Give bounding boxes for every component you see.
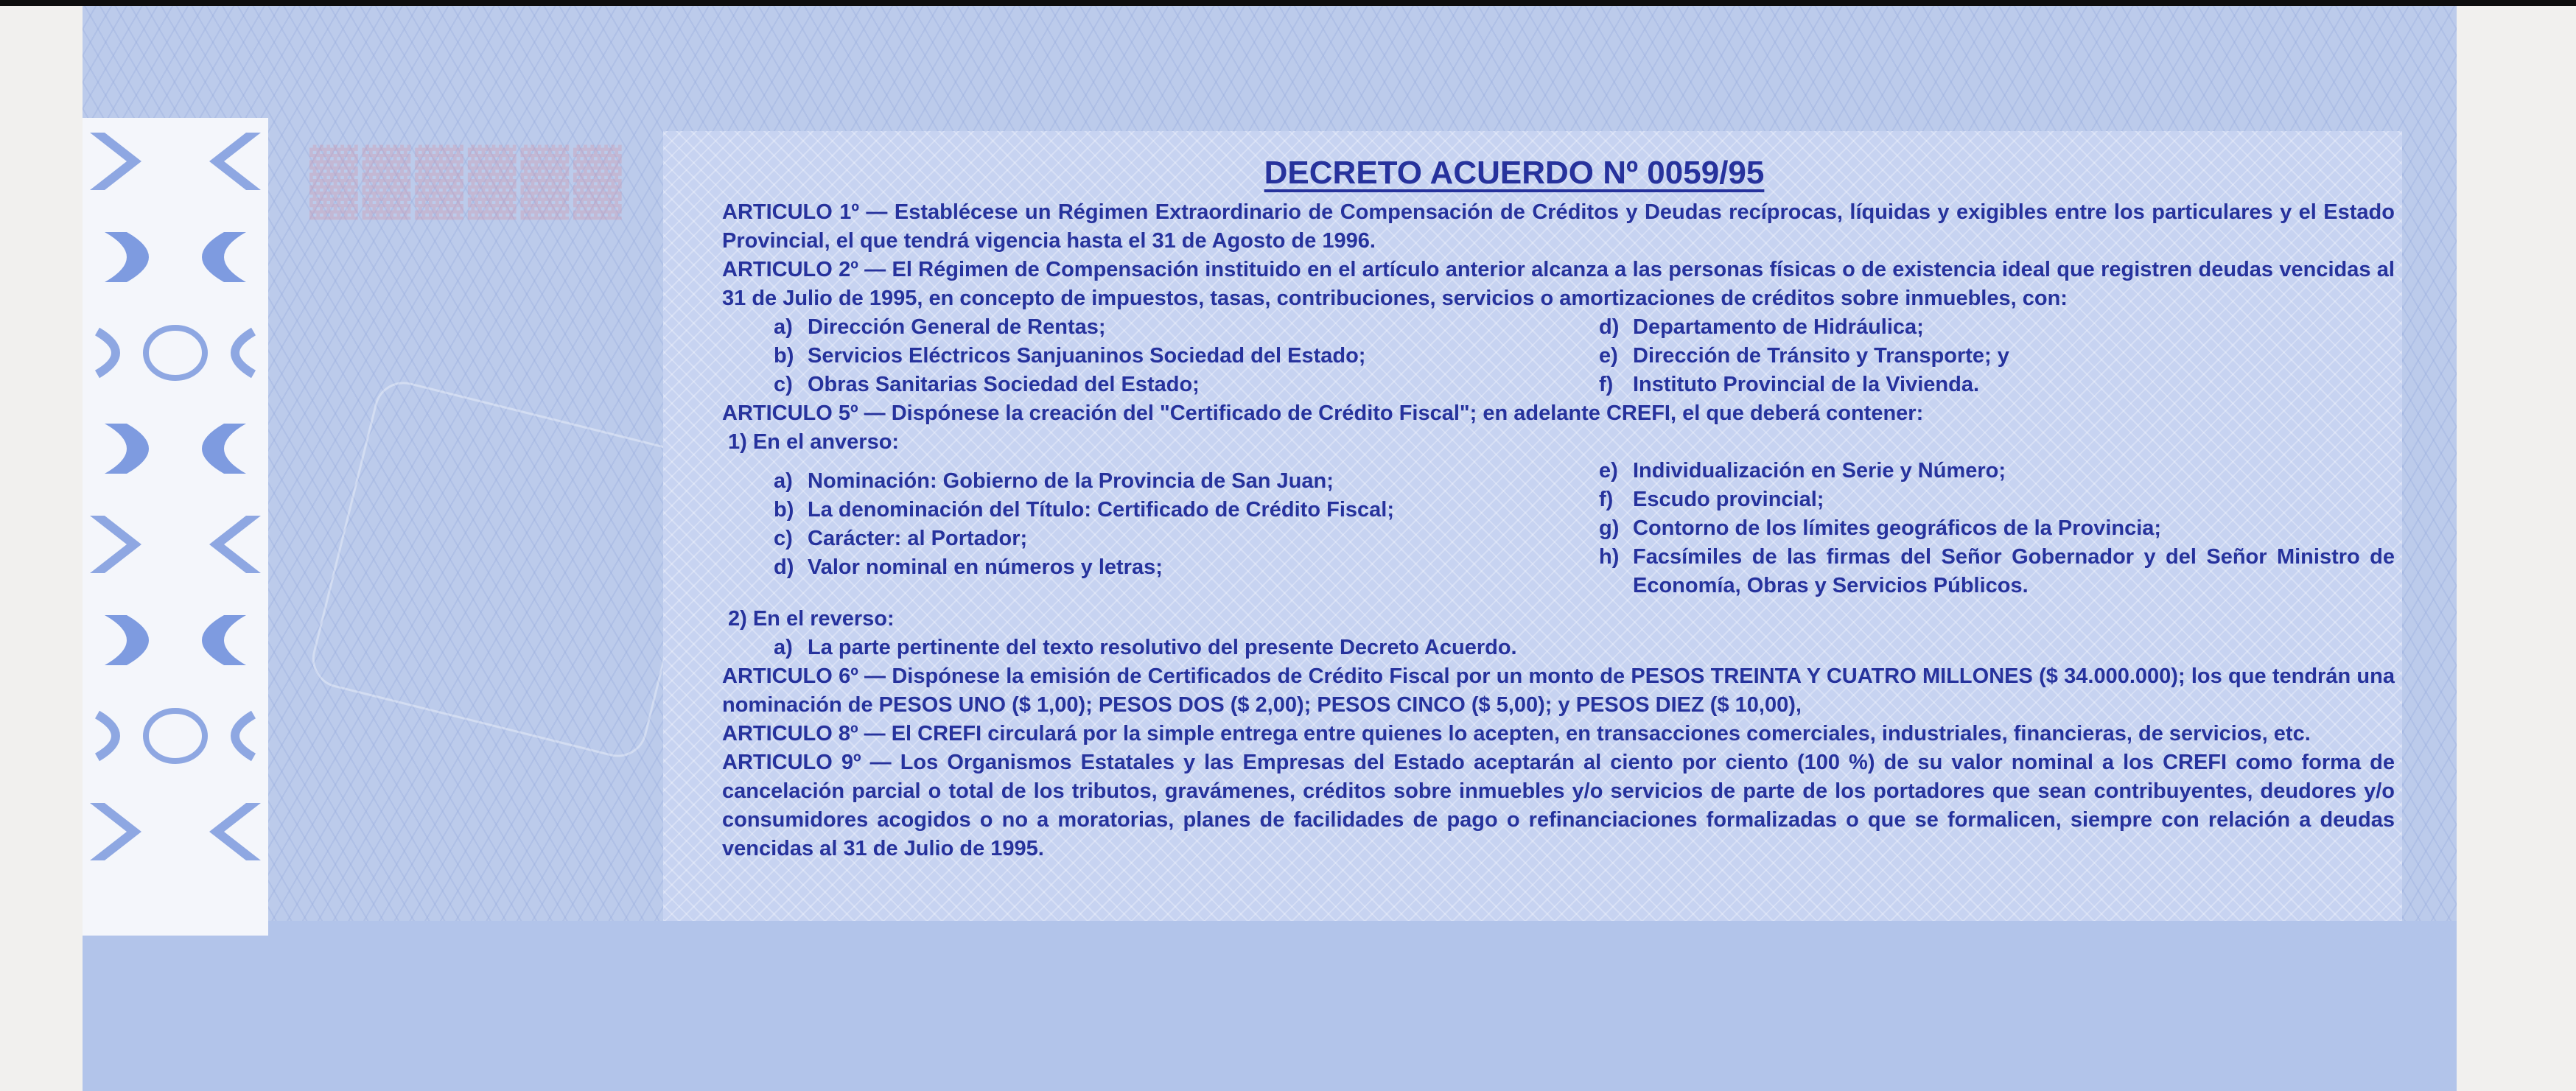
list-item: e) Dirección de Tránsito y Transporte; y [1599, 344, 2009, 368]
list-item: c) Carácter: al Portador; [774, 527, 1028, 550]
list-item: c) Obras Sanitarias Sociedad del Estado; [774, 373, 1200, 396]
list-item: b) Servicios Eléctricos Sanjuaninos Sociedad del Estado; [774, 344, 1366, 368]
list-item: a) Nominación: Gobierno de la Provincia de San Juan; [774, 469, 1334, 493]
guilloche-ornament-icon [83, 692, 268, 779]
left-ornament-strip [83, 118, 268, 936]
guilloche-ornament-icon [83, 501, 268, 588]
anverso-list [722, 457, 2395, 600]
article-2-list [722, 313, 2395, 399]
list-item: h) Facsímiles de las firmas del Señor Gobernador y del Señor Ministro de Economía, Obras y Servicios Públicos. [1599, 545, 2395, 597]
anverso-heading: 1) En el anverso: [728, 430, 900, 454]
article-2: ARTICULO 2º — El Régimen de Compensación instituido en el artículo anterior alcanza a las personas físicas o de existencia ideal que registren deudas vencidas al 31 de Julio de 1995, en concepto de impuestos, tasas, contribuciones, servicios o amortizaciones de créditos sobre inmuebles, con: [722, 258, 2395, 310]
guilloche-ornament-icon [83, 597, 268, 684]
article-1: ARTICULO 1º — Establécese un Régimen Extraordinario de Compensación de Créditos y Deudas recíprocas, líquidas y exigibles entre los particulares y el Estado Provincial, el que tendrá vigencia hasta el 31 de Agosto de 1996. [722, 200, 2395, 253]
security-band [83, 921, 2457, 1091]
article-6: ARTICULO 6º — Dispónese la emisión de Certificados de Crédito Fiscal por un monto de PESOS TREINTA Y CUATRO MILLONES ($ 34.000.000); los que tendrán una nominación de PESOS UNO ($ 1,00); PESOS DOS ($ 2,00); PESOS CINCO ($ 5,00); y PESOS DIEZ ($ 10,00), [722, 664, 2395, 717]
security-watermark-icon: ▓▓▓▓▓▓ [309, 141, 626, 214]
list-item: b) La denominación del Título: Certificado de Crédito Fiscal; [774, 498, 1394, 522]
list-item: f) Escudo provincial; [1599, 488, 1824, 511]
article-9: ARTICULO 9º — Los Organismos Estatales y las Empresas del Estado aceptarán al ciento por ciento (100 %) de su valor nominal a los CREFI como forma de cancelación parcial o total de los tributos, gravámenes, créditos sobre inmuebles y/o servicios de parte de los portadores que sean contribuyentes, deudores y/o consumidores acogidos o no a moratorias, planes de facilidades de pago o refinanciaciones formalizadas o que se formalicen, siempre con relación a deudas vencidas al 31 de Julio de 1995. [722, 751, 2395, 860]
list-item: e) Individualización en Serie y Número; [1599, 459, 2006, 483]
list-item: a) La parte pertinente del texto resolutivo del presente Decreto Acuerdo. [774, 636, 1517, 659]
article-5: ARTICULO 5º — Dispónese la creación del "Certificado de Crédito Fiscal"; en adelante CREFI, el que deberá contener: [722, 401, 1924, 425]
scan-border [0, 0, 2576, 6]
guilloche-ornament-icon [83, 788, 268, 875]
article-8: ARTICULO 8º — El CREFI circulará por la simple entrega entre quienes lo acepten, en transacciones comerciales, industriales, financieras, de servicios, etc. [722, 722, 2311, 746]
list-item: f) Instituto Provincial de la Vivienda. [1599, 373, 1980, 396]
list-item: a) Dirección General de Rentas; [774, 315, 1106, 339]
guilloche-ornament-icon [83, 405, 268, 492]
decree-text [722, 151, 2395, 863]
reverso-heading: 2) En el reverso: [728, 607, 895, 631]
guilloche-ornament-icon [83, 214, 268, 301]
list-item: d) Departamento de Hidráulica; [1599, 315, 1924, 339]
list-item: d) Valor nominal en números y letras; [774, 555, 1163, 579]
list-item: g) Contorno de los límites geográficos de la Provincia; [1599, 516, 2162, 540]
decree-title: DECRETO ACUERDO Nº 0059/95 [1264, 155, 1765, 191]
guilloche-ornament-icon [83, 309, 268, 396]
guilloche-ornament-icon [83, 118, 268, 205]
